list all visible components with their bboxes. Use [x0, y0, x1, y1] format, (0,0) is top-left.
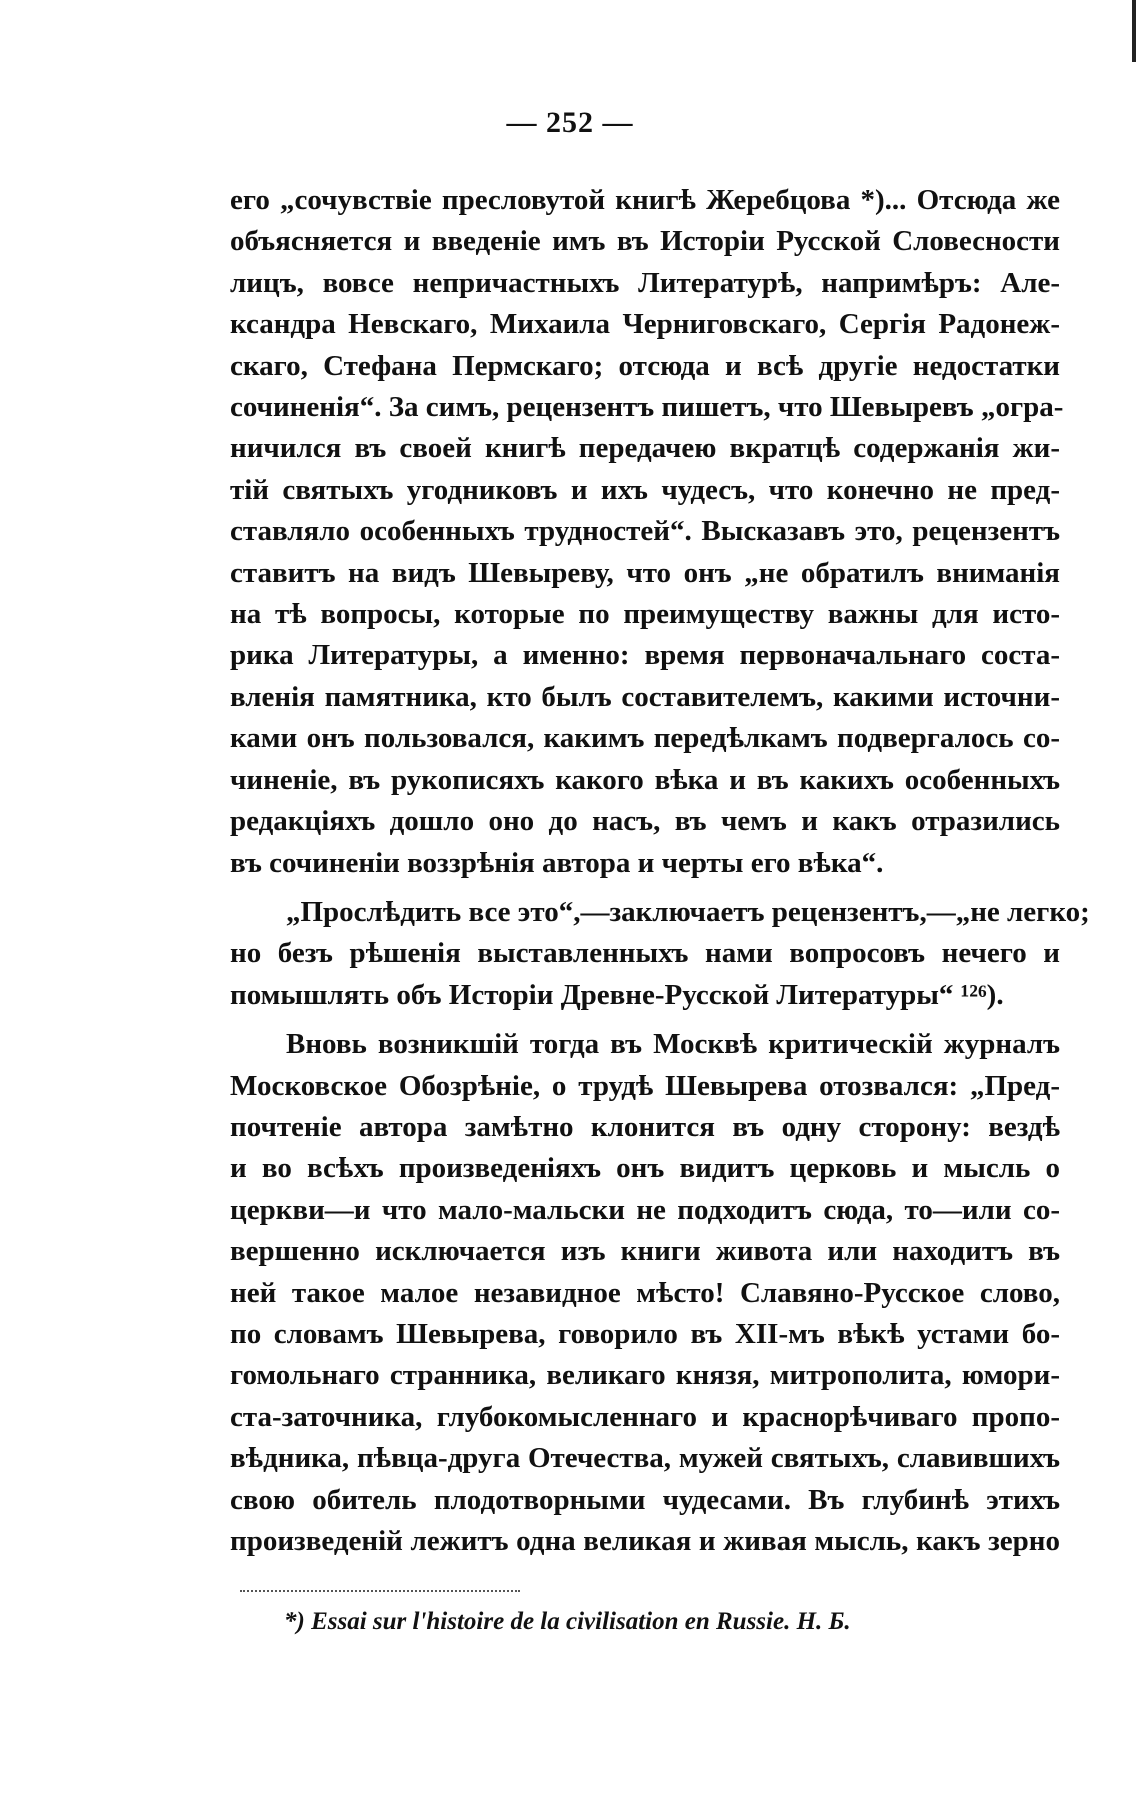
- text-line: „Прослѣдить все это“,—заключаетъ рецензентъ,—„не легко;: [286, 895, 1090, 928]
- margin-scan-mark: [1132, 0, 1136, 62]
- footnote-divider: [240, 1590, 520, 1592]
- text-line: ставитъ на видъ Шевыреву, что онъ „не обратилъ вниманія: [230, 556, 1060, 589]
- text-line: гомольнаго странника, великаго князя, митрополита, юмори-: [230, 1359, 1060, 1392]
- text-line: Московское Обозрѣніе, о трудѣ Шевырева отозвался: „Пред-: [230, 1069, 1060, 1102]
- text-line: объясняется и введеніе имъ въ Исторіи Русской Словесности: [230, 225, 1060, 258]
- footnote: *) Essai sur l'histoire de la civilisation en Russie. Н. Б.: [284, 1608, 851, 1635]
- text-line: помышлять объ Исторіи Древне-Русской Литературы“ ¹²⁶).: [230, 978, 1004, 1011]
- text-line: вершенно исключается изъ книги живота или находитъ въ: [230, 1235, 1060, 1268]
- text-line: свою обитель плодотворными чудесами. Въ глубинѣ этихъ: [230, 1483, 1060, 1516]
- text-line: церкви—и что мало-мальски не подходитъ сюда, то—или со-: [230, 1193, 1060, 1226]
- text-line: рика Литературы, а именно: время первоначальнаго соста-: [230, 639, 1060, 672]
- text-line: ксандра Невскаго, Михаила Черниговскаго, Сергія Радонеж-: [230, 308, 1060, 341]
- text-line: лицъ, вовсе непричастныхъ Литературѣ, напримѣръ: Але-: [230, 266, 1060, 299]
- text-line: редакціяхъ дошло оно до насъ, въ чемъ и какъ отразились: [230, 805, 1060, 838]
- text-line: ставляло особенныхъ трудностей“. Высказавъ это, рецензентъ: [230, 515, 1060, 548]
- text-line: но безъ рѣшенія выставленныхъ нами вопросовъ нечего и: [230, 937, 1060, 970]
- text-line: и во всѣхъ произведеніяхъ онъ видитъ церковь и мысль о: [230, 1152, 1060, 1185]
- text-line: вѣдника, пѣвца-друга Отечества, мужей святыхъ, славившихъ: [230, 1442, 1060, 1475]
- text-line: въ сочиненіи воззрѣнія автора и черты его вѣка“.: [230, 846, 884, 879]
- text-line: почтеніе автора замѣтно клонится въ одну сторону: вездѣ: [230, 1110, 1060, 1143]
- text-line: ками онъ пользовался, какимъ передѣлкамъ подвергалось со-: [230, 722, 1060, 755]
- text-line: по словамъ Шевырева, говорило въ XII-мъ вѣкѣ устами бо-: [230, 1317, 1060, 1350]
- text-line: произведеній лежитъ одна великая и живая мысль, какъ зерно: [230, 1525, 1060, 1557]
- text-line: сочиненія“. За симъ, рецензентъ пишетъ, что Шевыревъ „огра-: [230, 391, 1064, 424]
- body-text: [230, 180, 1090, 1562]
- text-line: тій святыхъ угодниковъ и ихъ чудесъ, что конечно не пред-: [230, 473, 1060, 506]
- text-line: на тѣ вопросы, которые по преимуществу важны для исто-: [230, 598, 1060, 631]
- text-line: скаго, Стефана Пермскаго; отсюда и всѣ другіе недостатки: [230, 349, 1060, 382]
- page-number: — 252 —: [506, 106, 634, 139]
- text-line: ста-заточника, глубокомысленнаго и краснорѣчиваго пропо-: [230, 1400, 1060, 1433]
- text-line: ничился въ своей книгѣ передачею вкратцѣ содержанія жи-: [230, 432, 1060, 465]
- text-line: его „сочувствіе пресловутой книгѣ Жеребцова *)... Отсюда же: [230, 184, 1060, 216]
- text-line: Вновь возникшій тогда въ Москвѣ критическій журналъ: [286, 1028, 1060, 1061]
- text-line: чиненіе, въ рукописяхъ какого вѣка и въ какихъ особенныхъ: [230, 763, 1060, 796]
- text-line: вленія памятника, кто былъ составителемъ, какими источни-: [230, 680, 1060, 713]
- text-line: ней такое малое незавидное мѣсто! Славяно-Русское слово,: [230, 1276, 1060, 1309]
